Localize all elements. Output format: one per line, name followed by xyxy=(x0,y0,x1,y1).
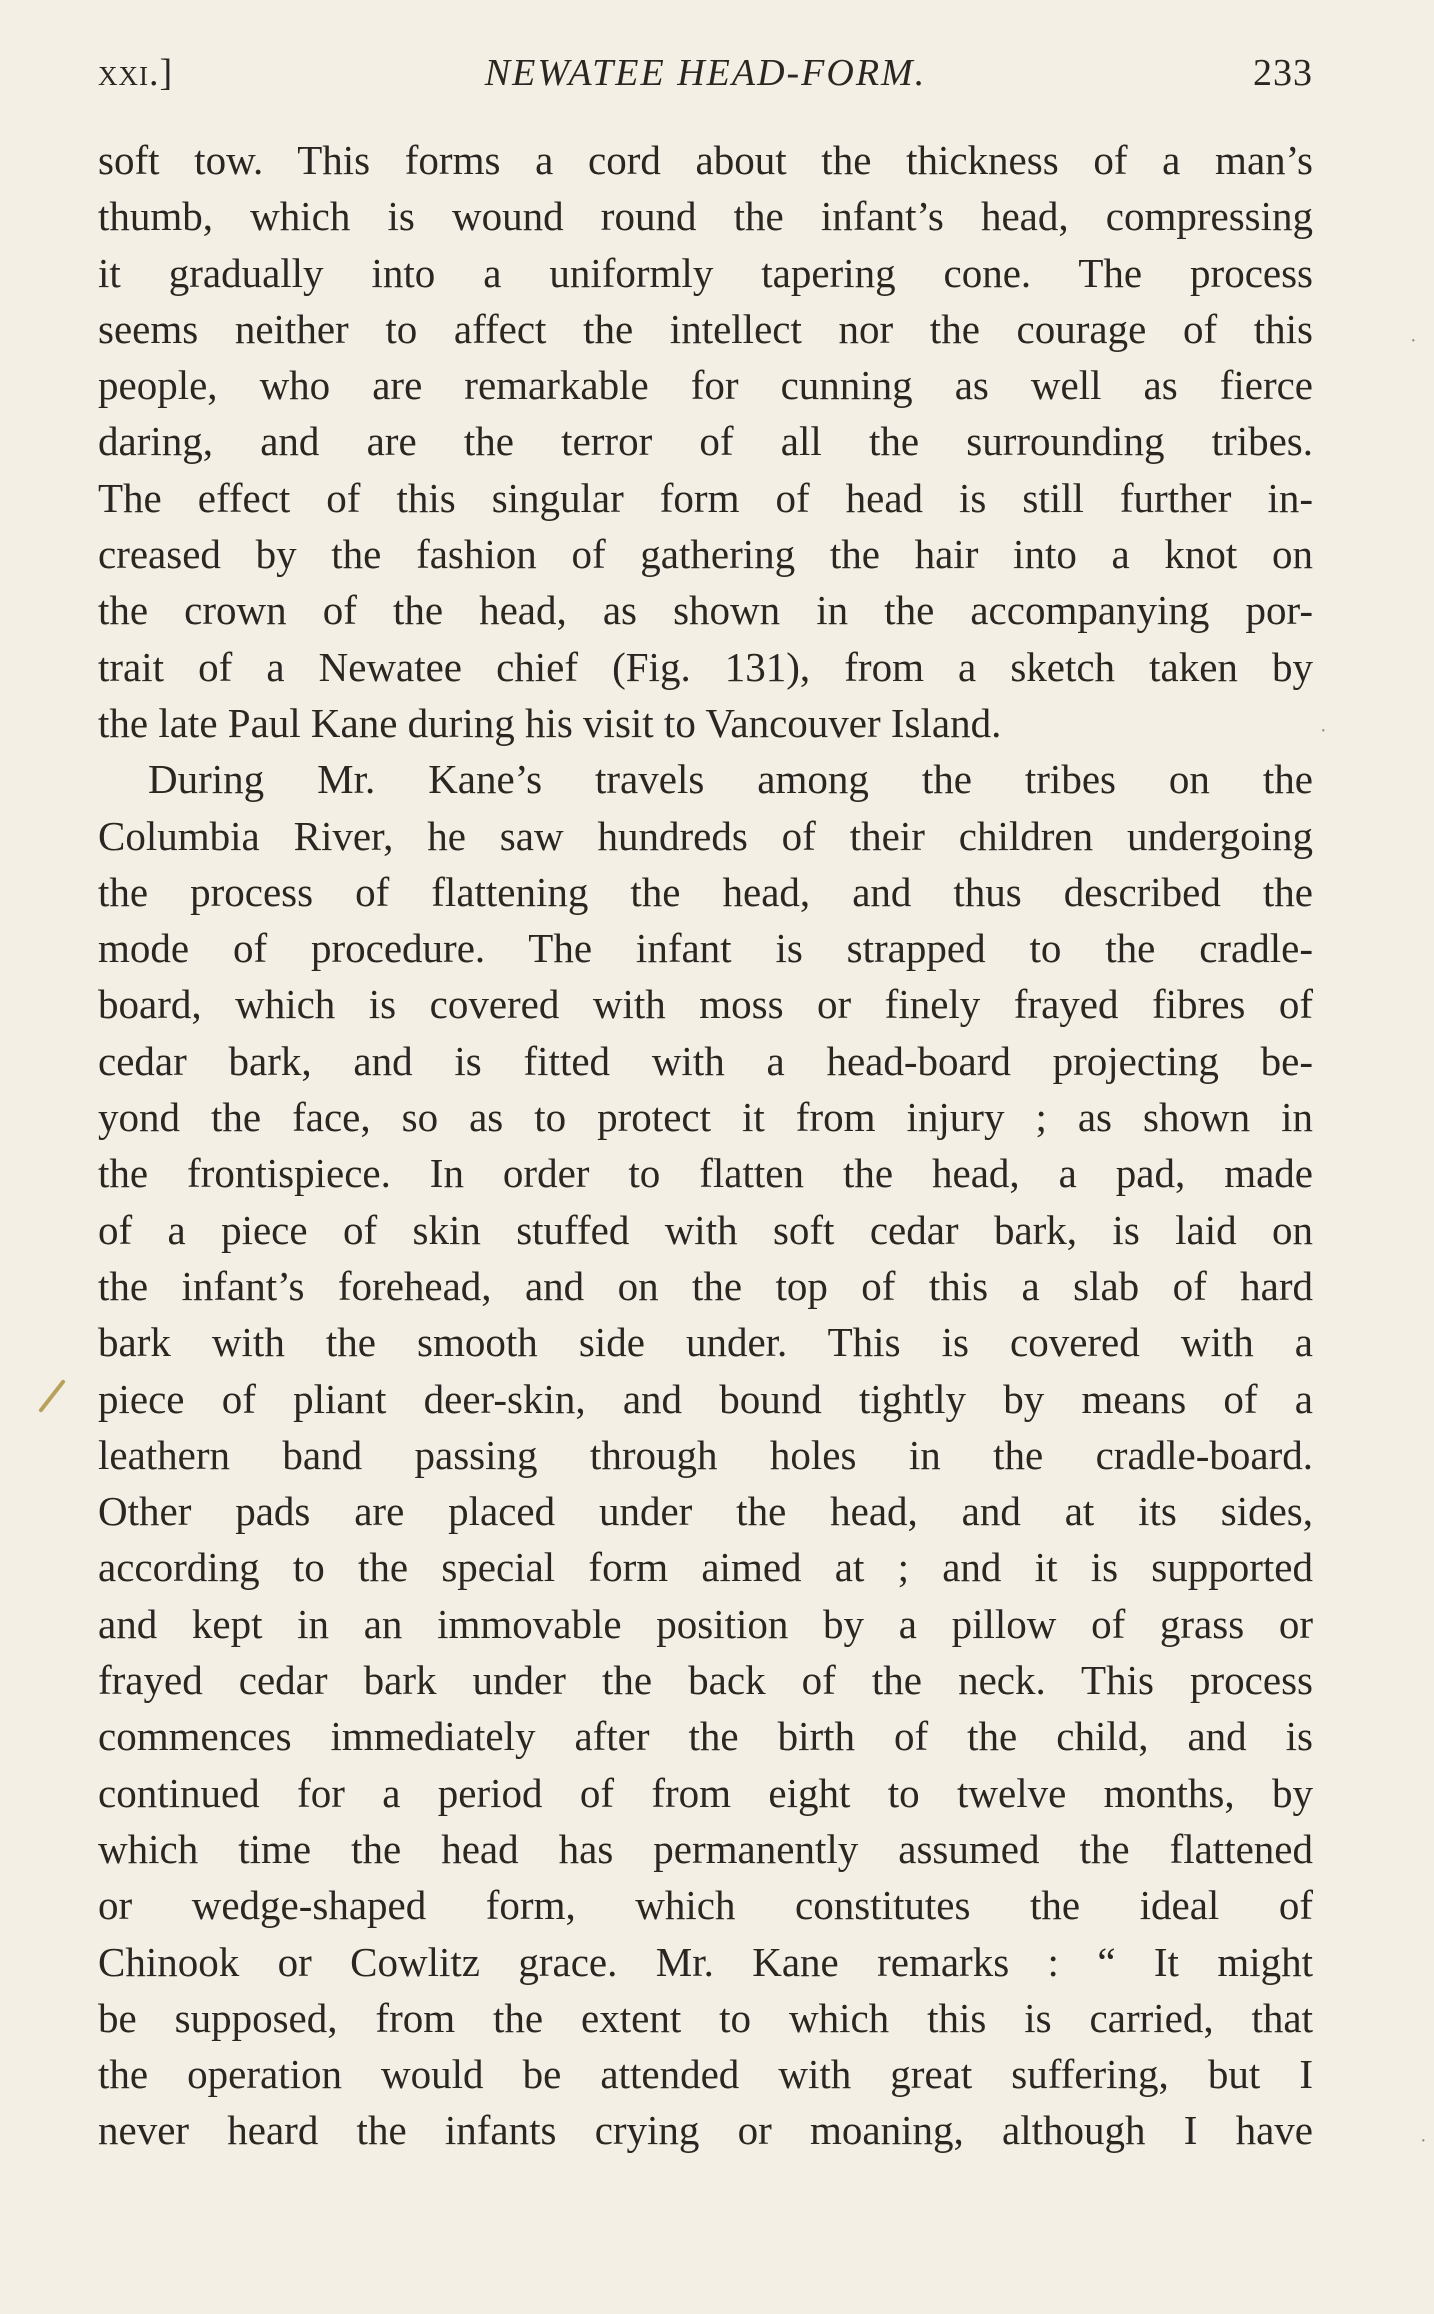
text-line: thumb, which is wound round the infant’s head, compressing xyxy=(98,193,1313,240)
text-line: mode of procedure. The infant is strapped to the cradle- xyxy=(98,925,1313,972)
text-line: be supposed, from the extent to which this is carried, that xyxy=(98,1994,1313,2041)
text-line: creased by the fashion of gathering the hair into a knot on xyxy=(98,531,1313,578)
text-line: of a piece of skin stuffed with soft cedar bark, is laid on xyxy=(98,1206,1313,1253)
text-line: leathern band passing through holes in the cradle-board. xyxy=(98,1431,1313,1478)
text-line: continued for a period of from eight to twelve months, by xyxy=(98,1769,1313,1816)
chapter-number: xxi.] xyxy=(98,52,174,94)
text-line: Chinook or Cowlitz grace. Mr. Kane remarks : “ It might xyxy=(98,1938,1313,1985)
text-line: according to the special form aimed at ; and it is supported xyxy=(98,1544,1313,1591)
speck-mark: · xyxy=(1420,2130,1427,2152)
text-line: the crown of the head, as shown in the accompanying por- xyxy=(98,587,1313,634)
page-number: 233 xyxy=(1253,52,1313,94)
text-line: board, which is covered with moss or finely frayed fibres of xyxy=(98,981,1313,1028)
text-line: the operation would be attended with great suffering, but I xyxy=(98,2051,1313,2098)
text-line: Other pads are placed under the head, and at its sides, xyxy=(98,1488,1313,1535)
paragraph-2 xyxy=(98,751,1313,2158)
text-line: daring, and are the terror of all the surrounding tribes. xyxy=(98,418,1313,465)
text-line: soft tow. This forms a cord about the thickness of a man’s xyxy=(98,137,1313,183)
text-line: commences immediately after the birth of the child, and is xyxy=(98,1713,1313,1760)
text-line: cedar bark, and is fitted with a head-board projecting be- xyxy=(98,1037,1313,1084)
text-line: or wedge-shaped form, which constitutes the ideal of xyxy=(98,1882,1313,1929)
body-text xyxy=(98,132,1313,2159)
text-line: trait of a Newatee chief (Fig. 131), from a sketch taken by xyxy=(98,643,1313,690)
text-line: yond the face, so as to protect it from injury ; as shown in xyxy=(98,1094,1313,1141)
paragraph-1 xyxy=(98,132,1313,751)
text-line: the frontispiece. In order to flatten the head, a pad, made xyxy=(98,1150,1313,1197)
text-line: piece of pliant deer-skin, and bound tightly by means of a xyxy=(98,1375,1313,1422)
text-line: the infant’s forehead, and on the top of this a slab of hard xyxy=(98,1262,1313,1309)
text-line: which time the head has permanently assumed the flattened xyxy=(98,1825,1313,1872)
pencil-mark xyxy=(38,1379,66,1413)
speck-mark: · xyxy=(1320,720,1327,742)
running-head xyxy=(98,48,1313,98)
text-line: frayed cedar bark under the back of the neck. This process xyxy=(98,1657,1313,1704)
text-line: the late Paul Kane during his visit to Vancouver Island. xyxy=(98,699,1002,746)
page-title: NEWATEE HEAD-FORM. xyxy=(484,52,927,94)
text-line: The effect of this singular form of head is still further in- xyxy=(98,474,1313,521)
text-line: the process of flattening the head, and thus described the xyxy=(98,868,1313,915)
text-line: and kept in an immovable position by a pillow of grass or xyxy=(98,1600,1313,1647)
text-line: never heard the infants crying or moaning, although I have xyxy=(98,2107,1313,2154)
text-line: seems neither to affect the intellect nor the courage of this xyxy=(98,305,1313,352)
text-line: it gradually into a uniformly tapering cone. The process xyxy=(98,249,1313,296)
text-line: people, who are remarkable for cunning as well as fierce xyxy=(98,362,1313,409)
speck-mark: · xyxy=(1410,330,1417,352)
text-line: bark with the smooth side under. This is covered with a xyxy=(98,1319,1313,1366)
text-line: During Mr. Kane’s travels among the tribes on the xyxy=(148,756,1313,803)
text-line: Columbia River, he saw hundreds of their children undergoing xyxy=(98,812,1313,859)
